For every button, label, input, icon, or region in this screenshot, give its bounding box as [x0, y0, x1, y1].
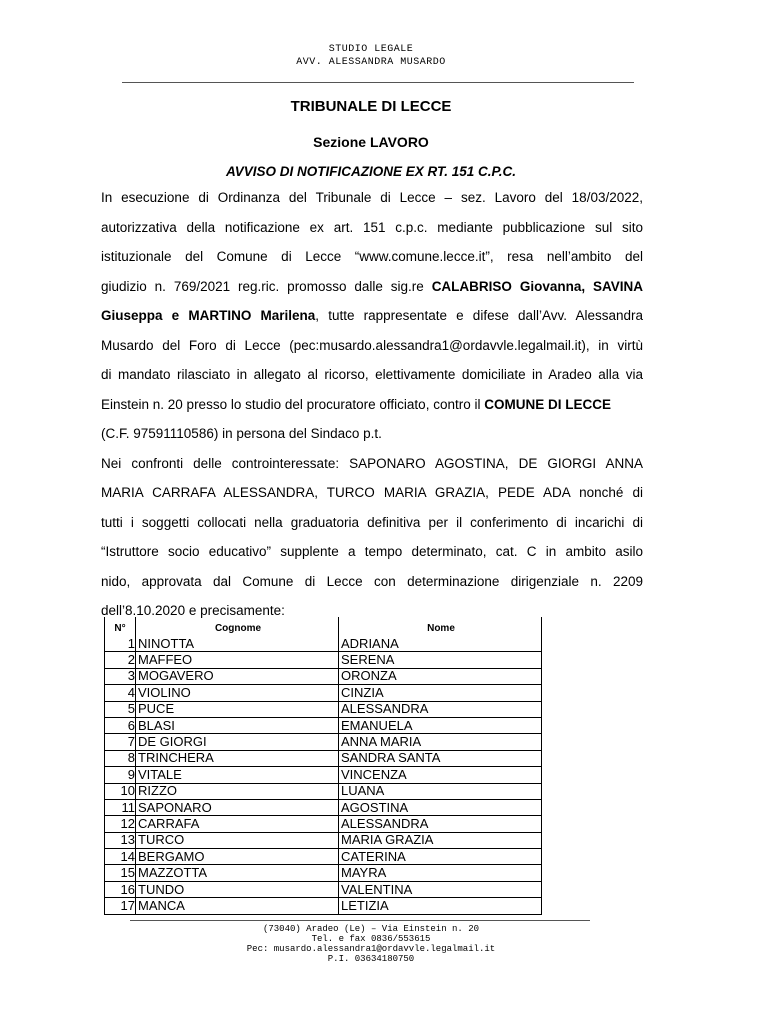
- defendant-name: COMUNE DI LECCE: [484, 396, 611, 412]
- footer-address: (73040) Aradeo (Le) – Via Einstein n. 20: [262, 924, 480, 934]
- row-name: ALESSANDRA: [339, 701, 542, 717]
- row-surname: BERGAMO: [136, 849, 339, 865]
- row-number: 14: [105, 849, 136, 865]
- table-row: [105, 750, 542, 766]
- row-name: ANNA MARIA: [339, 734, 542, 750]
- row-surname: BLASI: [136, 717, 339, 733]
- table-row: [105, 734, 542, 750]
- header-divider: [122, 82, 634, 83]
- row-name: SANDRA SANTA: [339, 750, 542, 766]
- row-name: AGOSTINA: [339, 799, 542, 815]
- row-name: MARIA GRAZIA: [339, 832, 542, 848]
- notice-body: [101, 183, 643, 626]
- body-line: “Istruttore socio educativo” supplente a tempo determinato, cat. C in ambito asilo: [101, 544, 643, 559]
- row-number: 15: [105, 865, 136, 881]
- body-line: nido, approvata dal Comune di Lecce con determinazione dirigenziale n. 2209: [101, 573, 643, 589]
- body-line: Einstein n. 20 presso lo studio del procuratore officiato, contro il COMUNE DI LECCE: [101, 396, 611, 412]
- body-line: di mandato rilasciato in allegato al ricorso, elettivamente domiciliate in Aradeo alla via: [101, 367, 643, 382]
- body-line: Giuseppa e MARTINO Marilena, tutte rappresentate e difese dall’Avv. Alessandra: [101, 308, 643, 323]
- court-title: TRIBUNALE DI LECCE: [290, 98, 452, 115]
- row-surname: TURCO: [136, 832, 339, 848]
- header-surname: Cognome: [136, 617, 339, 636]
- row-number: 2: [105, 652, 136, 668]
- row-name: CINZIA: [339, 685, 542, 701]
- row-name: VALENTINA: [339, 881, 542, 897]
- row-name: LETIZIA: [339, 898, 542, 914]
- row-number: 13: [105, 832, 136, 848]
- row-number: 12: [105, 816, 136, 832]
- row-number: 7: [105, 734, 136, 750]
- row-number: 6: [105, 717, 136, 733]
- row-number: 3: [105, 668, 136, 684]
- row-name: ORONZA: [339, 668, 542, 684]
- body-line: istituzionale del Comune di Lecce “www.comune.lecce.it”, resa nell’ambito del: [101, 249, 643, 264]
- table-row: [105, 832, 542, 848]
- row-name: ADRIANA: [339, 636, 542, 652]
- body-line: MARIA CARRAFA ALESSANDRA, TURCO MARIA GRAZIA, PEDE ADA nonché di: [101, 485, 643, 500]
- table-row: [105, 652, 542, 668]
- table-row: [105, 717, 542, 733]
- row-surname: TRINCHERA: [136, 750, 339, 766]
- row-number: 11: [105, 799, 136, 815]
- row-surname: NINOTTA: [136, 636, 339, 652]
- row-number: 8: [105, 750, 136, 766]
- row-name: MAYRA: [339, 865, 542, 881]
- row-surname: TUNDO: [136, 881, 339, 897]
- row-surname: CARRAFA: [136, 816, 339, 832]
- body-line: In esecuzione di Ordinanza del Tribunale di Lecce – sez. Lavoro del 18/03/2022,: [101, 190, 643, 205]
- table-row: [105, 865, 542, 881]
- table-row: [105, 849, 542, 865]
- row-number: 1: [105, 636, 136, 652]
- row-surname: MAZZOTTA: [136, 865, 339, 881]
- body-line: dell’8.10.2020 e precisamente:: [101, 603, 285, 618]
- table-row: [105, 668, 542, 684]
- table-row: [105, 767, 542, 783]
- table-row: [105, 783, 542, 799]
- row-number: 9: [105, 767, 136, 783]
- row-surname: SAPONARO: [136, 799, 339, 815]
- body-line: tutti i soggetti collocati nella graduatoria definitiva per il conferimento di incarichi di: [101, 514, 643, 530]
- section-title: Sezione LAVORO: [313, 134, 429, 150]
- row-surname: MOGAVERO: [136, 668, 339, 684]
- table-row: [105, 881, 542, 897]
- header-name: Nome: [339, 617, 542, 636]
- table-row: [105, 816, 542, 832]
- ranking-table: [104, 617, 542, 915]
- table-row: [105, 701, 542, 717]
- row-surname: VIOLINO: [136, 685, 339, 701]
- row-surname: VITALE: [136, 767, 339, 783]
- row-number: 10: [105, 783, 136, 799]
- row-number: 4: [105, 685, 136, 701]
- row-surname: PUCE: [136, 701, 339, 717]
- row-name: LUANA: [339, 783, 542, 799]
- plaintiffs-names: CALABRISO Giovanna, SAVINA: [431, 278, 643, 294]
- row-surname: RIZZO: [136, 783, 339, 799]
- row-surname: MANCA: [136, 898, 339, 914]
- body-line: giudizio n. 769/2021 reg.ric. promosso dalle sig.re CALABRISO Giovanna, SAVINA: [101, 278, 643, 294]
- table-row: [105, 898, 542, 914]
- footer-divider: [130, 920, 590, 921]
- letterhead-lawyer: AVV. ALESSANDRA MUSARDO: [296, 57, 446, 68]
- body-line: (C.F. 97591110586) in persona del Sindaco p.t.: [101, 426, 382, 441]
- body-line: Musardo del Foro di Lecce (pec:musardo.alessandra1@ordavvle.legalmail.it), in virtù: [101, 337, 643, 353]
- row-name: SERENA: [339, 652, 542, 668]
- notice-title: AVVISO DI NOTIFICAZIONE EX RT. 151 C.P.C.: [225, 164, 517, 179]
- table-row: [105, 799, 542, 815]
- body-line: autorizzativa della notificazione ex art. 151 c.p.c. mediante pubblicazione sul sito: [101, 219, 643, 235]
- table-row: [105, 685, 542, 701]
- row-name: ALESSANDRA: [339, 816, 542, 832]
- row-name: CATERINA: [339, 849, 542, 865]
- row-number: 5: [105, 701, 136, 717]
- row-number: 16: [105, 881, 136, 897]
- row-surname: MAFFEO: [136, 652, 339, 668]
- row-number: 17: [105, 898, 136, 914]
- footer-pec: Pec: musardo.alessandra1@ordavvle.legalmail.it: [246, 944, 496, 954]
- row-name: VINCENZA: [339, 767, 542, 783]
- footer-phone: Tel. e fax 0836/553615: [311, 934, 431, 944]
- table-row: [105, 636, 542, 652]
- body-line: Nei confronti delle controinteressate: SAPONARO AGOSTINA, DE GIORGI ANNA: [101, 455, 643, 471]
- header-number: N°: [105, 617, 136, 636]
- row-name: EMANUELA: [339, 717, 542, 733]
- footer-vat: P.I. 03634180750: [327, 954, 415, 964]
- plaintiffs-names-cont: Giuseppa e MARTINO Marilena: [101, 308, 316, 323]
- row-surname: DE GIORGI: [136, 734, 339, 750]
- letterhead-studio: STUDIO LEGALE: [328, 44, 414, 55]
